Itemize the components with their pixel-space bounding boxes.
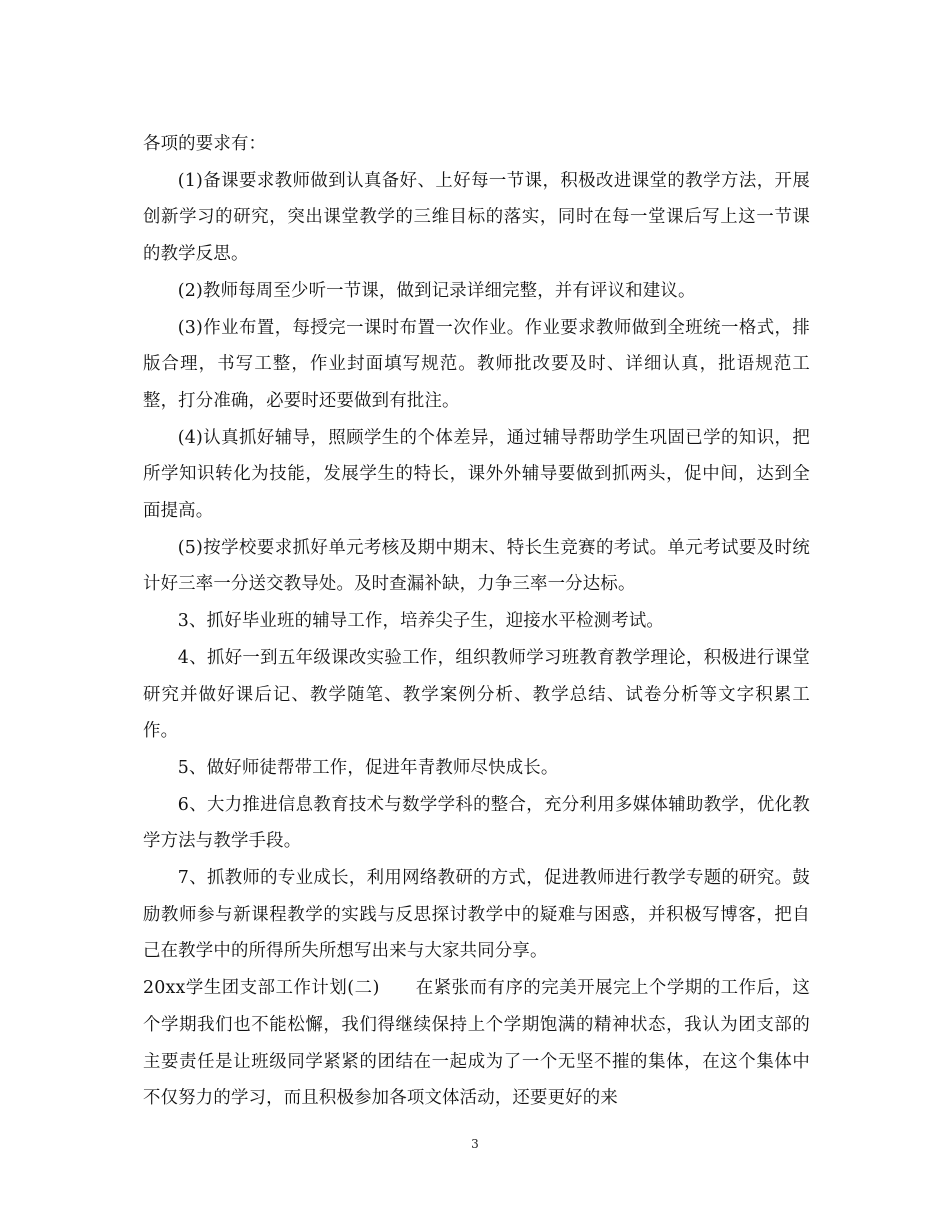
paragraph-item-1: (1)备课要求教师做到认真备好、上好每一节课，积极改进课堂的教学方法，开展创新学习的研究，突出课堂教学的三维目标的落实，同时在每一堂课后写上这一节课的教学反思。 bbox=[143, 170, 810, 265]
paragraph-section-7: 7、抓教师的专业成长，利用网络教研的方式，促进教师进行教学专题的研究。鼓励教师参与新课程教学的实践与反思探讨教学中的疑难与困惑，并积极写博客，把自己在教学中的所得所失所想写出来与大家共同分享。 bbox=[143, 868, 810, 962]
paragraph-heading: 各项的要求有： bbox=[143, 134, 267, 154]
paragraph-item-4: (4)认真抓好辅导，照顾学生的个体差异，通过辅导帮助学生巩固已学的知识，把所学知识转化为技能，发展学生的特长，课外外辅导要做到抓两头，促中间，达到全面提高。 bbox=[143, 427, 810, 522]
paragraph-section-6: 6、大力推进信息教育技术与数学学科的整合，充分利用多媒体辅助教学，优化教学方法与教学手段。 bbox=[143, 794, 810, 852]
paragraph-section-4: 4、抓好一到五年级课改实验工作，组织教师学习班教育教学理论，积极进行课堂研究并做好课后记、教学随笔、教学案例分析、教学总结、试卷分析等文字积累工作。 bbox=[143, 647, 810, 742]
paragraph-item-5: (5)按学校要求抓好单元考核及期中期末、特长生竞赛的考试。单元考试要及时统计好三率一分送交教导处。及时查漏补缺，力争三率一分达标。 bbox=[143, 537, 810, 595]
paragraph-item-2: (2)教师每周至少听一节课，做到记录详细完整，并有评议和建议。 bbox=[177, 280, 696, 301]
paragraph-next-plan: 20xx学生团支部工作计划(二) 在紧张而有序的完美开展完上个学期的工作后，这个学期我们也不能松懈，我们得继续保持上个学期饱满的精神状态，我认为团支部的主要责任是让班级同学紧紧的团结在一起成为了一个无坚不摧的集体，在这个集体中不仅努力的学习，而且积极参加各项文体活动，还要更好的来 bbox=[143, 978, 810, 1109]
document-body bbox=[143, 126, 810, 1117]
paragraph-section-3: 3、抓好毕业班的辅导工作，培养尖子生，迎接水平检测考试。 bbox=[177, 611, 665, 632]
paragraph-item-3: (3)作业布置，每授完一课时布置一次作业。作业要求教师做到全班统一格式，排版合理，书写工整，作业封面填写规范。教师批改要及时、详细认真，批语规范工整，打分准确，必要时还要做到有批注。 bbox=[143, 317, 810, 411]
paragraph-section-5: 5、做好师徒帮带工作，促进年青教师尽快成长。 bbox=[177, 757, 559, 778]
page-number: 3 bbox=[471, 1137, 479, 1151]
